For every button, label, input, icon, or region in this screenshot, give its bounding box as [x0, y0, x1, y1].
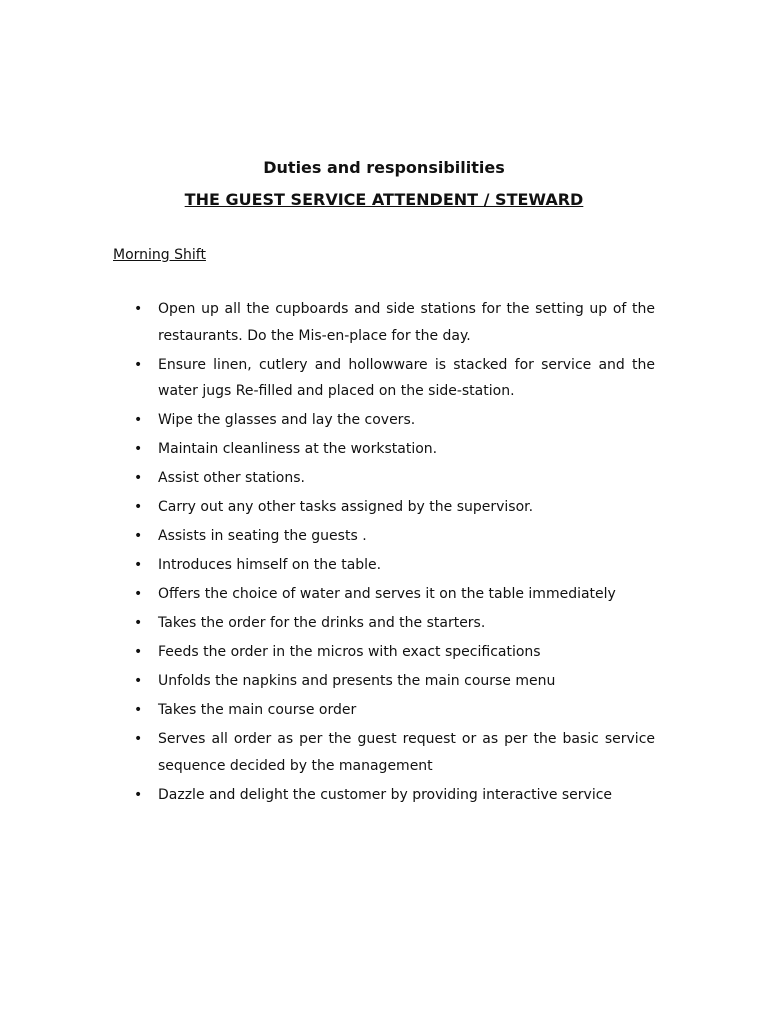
duty-item: • Open up all the cupboards and side stations for the setting up of the restaurants. Do the Mis-en-place for the day.: [113, 296, 655, 349]
duty-item: • Feeds the order in the micros with exact specifications: [113, 639, 655, 666]
section-heading-morning-shift: Morning Shift: [113, 247, 206, 263]
duties-list: [113, 296, 655, 811]
document-subtitle: THE GUEST SERVICE ATTENDENT / STEWARD: [184, 190, 584, 209]
duty-item: • Assists in seating the guests .: [113, 523, 655, 550]
duty-item: • Wipe the glasses and lay the covers.: [113, 407, 655, 434]
duty-item: • Offers the choice of water and serves it on the table immediately: [113, 581, 655, 608]
duty-item: • Maintain cleanliness at the workstation.: [113, 436, 655, 463]
duty-item: • Unfolds the napkins and presents the main course menu: [113, 668, 655, 695]
duty-item: • Takes the main course order: [113, 697, 655, 724]
duty-item: • Assist other stations.: [113, 465, 655, 492]
duty-item: • Ensure linen, cutlery and hollowware is stacked for service and the water jugs Re-filled and placed on the side-station.: [113, 352, 655, 405]
duty-item: • Carry out any other tasks assigned by the supervisor.: [113, 494, 655, 521]
document-title: Duties and responsibilities: [263, 158, 505, 177]
duty-item: • Dazzle and delight the customer by providing interactive service: [113, 782, 655, 809]
duty-item: • Takes the order for the drinks and the starters.: [113, 610, 655, 637]
duty-item: • Introduces himself on the table.: [113, 552, 655, 579]
duty-item: • Serves all order as per the guest request or as per the basic service sequence decided by the management: [113, 726, 655, 779]
